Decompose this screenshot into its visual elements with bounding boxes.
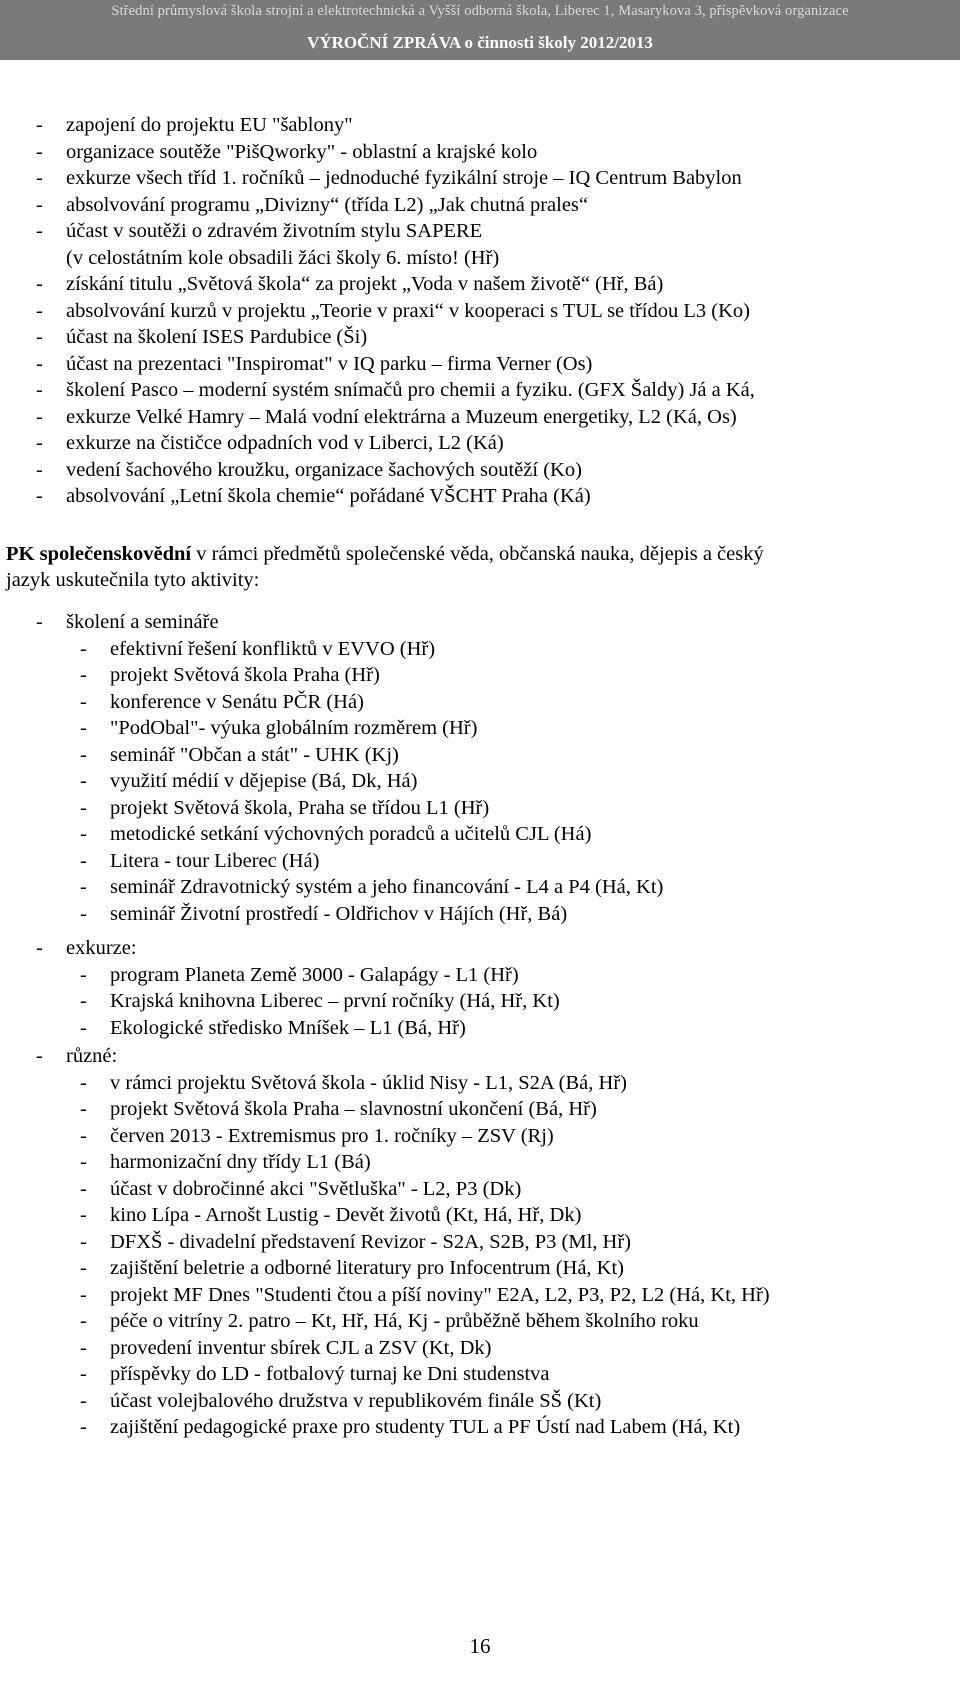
list-item-text: Litera - tour Liberec (Há) [110, 849, 320, 872]
list-dash: - [80, 1389, 87, 1412]
list-dash: - [36, 114, 43, 136]
list-item-text: účast na prezentaci "Inspiromat" v IQ parku – firma Verner (Os) [66, 352, 593, 375]
list-dash: - [80, 1071, 87, 1094]
sub-list-item [80, 1388, 601, 1414]
list-item-text: Krajská knihovna Liberec – první ročníky (Há, Hř, Kt) [110, 990, 560, 1012]
school-name: Střední průmyslová škola strojní a elektrotechnická a Vyšší odborná škola, Liberec 1, Masarykova 3, příspěvková organizace [111, 3, 849, 19]
list-dash: - [80, 1177, 87, 1200]
list-item [36, 139, 537, 165]
list-item-text: exkurze Velké Hamry – Malá vodní elektrárna a Muzeum energetiky, L2 (Ká, Os) [66, 405, 737, 428]
list-item-text: projekt Světová škola, Praha se třídou L1 (Hř) [110, 796, 490, 819]
section-title [36, 1043, 117, 1069]
list-item-text: DFXŠ - divadelní představení Revizor - S2A, S2B, P3 (Ml, Hř) [110, 1230, 631, 1253]
list-item-text: provedení inventur sbírek CJL a ZSV (Kt, Dk) [110, 1336, 492, 1359]
sub-list-item [80, 821, 591, 847]
list-item-text: "PodObal"- výuka globálním rozměrem (Hř) [110, 717, 478, 739]
list-dash: - [80, 849, 87, 872]
list-dash: - [36, 485, 43, 507]
list-item-text: účast volejbalového družstva v republikovém finále SŠ (Kt) [110, 1389, 602, 1412]
list-dash: - [80, 637, 87, 660]
sub-list-item [80, 689, 364, 715]
sub-list-item [80, 742, 399, 768]
list-dash: - [80, 770, 87, 792]
list-dash: - [80, 1336, 87, 1359]
sub-list-item [80, 1015, 466, 1041]
sub-list-item [80, 1255, 624, 1281]
sub-list-item [80, 1123, 554, 1149]
pk-text: v rámci předmětů společenské věda, občanská nauka, dějepis a český [191, 543, 764, 565]
list-item [36, 430, 504, 456]
list-dash: - [80, 1283, 87, 1306]
sub-list-item [80, 1096, 597, 1122]
list-dash: - [36, 352, 43, 375]
sub-list-item [80, 662, 380, 688]
list-dash: - [36, 193, 43, 216]
sub-list-item [80, 1070, 627, 1096]
list-item [36, 457, 582, 483]
list-item-text: seminář Životní prostředí - Oldřichov v Hájích (Hř, Bá) [110, 902, 568, 925]
list-item-text: účast v dobročinné akci "Světluška" - L2, P3 (Dk) [110, 1177, 522, 1200]
sub-list-item [80, 1361, 550, 1387]
list-dash: - [80, 823, 87, 845]
list-item-text: efektivní řešení konfliktů v EVVO (Hř) [110, 637, 436, 660]
list-dash: - [36, 167, 43, 189]
section-title [36, 935, 137, 961]
sub-list-item [80, 1282, 770, 1308]
list-dash: - [80, 1124, 87, 1147]
list-item [36, 483, 591, 509]
list-item-text: školení a semináře [66, 611, 219, 633]
list-dash: - [80, 1151, 87, 1173]
list-item [36, 271, 663, 297]
sub-list-item [80, 848, 319, 874]
list-dash: - [80, 717, 87, 739]
list-dash: - [80, 796, 87, 819]
list-dash: - [80, 743, 87, 766]
list-item-text: exkurze na čističce odpadních vod v Liberci, L2 (Ká) [66, 432, 504, 454]
list-item [36, 377, 755, 403]
list-item-text: péče o vitríny 2. patro – Kt, Hř, Há, Kj - průběžně během školního roku [110, 1310, 699, 1332]
list-item-continuation [66, 245, 499, 271]
list-item-text: projekt Světová škola Praha (Hř) [110, 664, 380, 686]
page-header [0, 0, 960, 60]
list-item-text: získání titulu „Světová škola“ za projekt „Voda v našem životě“ (Hř, Bá) [66, 273, 664, 295]
list-item-text: absolvování kurzů v projektu „Teorie v praxi“ v kooperaci s TUL se třídou L3 (Ko) [66, 299, 750, 322]
list-item-text: metodické setkání výchovných poradců a učitelů CJL (Há) [110, 823, 592, 845]
list-dash: - [80, 1204, 87, 1226]
list-dash: - [80, 664, 87, 686]
list-item-text: program Planeta Země 3000 - Galapágy - L1 (Hř) [110, 963, 519, 986]
list-item-text: (v celostátním kole obsadili žáci školy 6. místo! (Hř) [66, 246, 500, 269]
list-dash: - [80, 690, 87, 713]
list-item-text: absolvování „Letní škola chemie“ pořádané VŠCHT Praha (Ká) [66, 485, 591, 507]
list-item [36, 192, 588, 218]
list-dash: - [80, 1098, 87, 1120]
list-dash: - [80, 902, 87, 925]
list-item-text: v rámci projektu Světová škola - úklid Nisy - L1, S2A (Bá, Hř) [110, 1071, 627, 1094]
list-item [36, 404, 737, 430]
list-dash: - [36, 937, 43, 959]
sub-list-item [80, 715, 477, 741]
page-number: 16 [469, 1634, 491, 1658]
list-dash: - [80, 990, 87, 1012]
list-item-text: vedení šachového kroužku, organizace šachových soutěží (Ko) [66, 458, 582, 481]
list-item-text: různé: [66, 1045, 118, 1067]
sub-list-item [80, 1335, 491, 1361]
list-item-text: exkurze: [66, 937, 137, 959]
list-dash: - [36, 458, 43, 481]
list-item [36, 351, 592, 377]
list-item-text: příspěvky do LD - fotbalový turnaj ke Dni studenstva [110, 1363, 550, 1385]
sub-list-item [80, 1229, 631, 1255]
list-item-text: kino Lípa - Arnošt Lustig - Devět životů (Kt, Há, Hř, Dk) [110, 1204, 582, 1226]
list-dash: - [36, 405, 43, 428]
sub-list-item [80, 874, 663, 900]
list-item-text: červen 2013 - Extremismus pro 1. ročníky – ZSV (Rj) [110, 1124, 554, 1147]
list-item [36, 218, 482, 244]
list-dash: - [80, 963, 87, 986]
sub-list-item [80, 988, 560, 1014]
list-item-text: absolvování programu „Divizny“ (třída L2) „Jak chutná prales“ [66, 193, 588, 216]
pk-paragraph [6, 541, 764, 567]
list-item-text: účast v soutěži o zdravém životním stylu SAPERE [66, 220, 483, 242]
list-item-text: seminář Zdravotnický systém a jeho financování - L4 a P4 (Há, Kt) [110, 876, 664, 898]
list-dash: - [80, 1310, 87, 1332]
pk-heading: PK společenskovědní [6, 543, 192, 565]
list-item-text: exkurze všech tříd 1. ročníků – jednoduché fyzikální stroje – IQ Centrum Babylon [66, 167, 742, 189]
sub-list-item [80, 1149, 371, 1175]
list-dash: - [36, 273, 43, 295]
list-dash: - [36, 432, 43, 454]
list-item-text: seminář "Občan a stát" - UHK (Kj) [110, 743, 399, 766]
sub-list-item [80, 901, 567, 927]
sub-list-item [80, 1176, 521, 1202]
list-dash: - [36, 220, 43, 242]
sub-list-item [80, 1414, 740, 1440]
list-item [36, 112, 353, 138]
list-dash: - [36, 379, 43, 401]
list-item-text: využití médií v dějepise (Bá, Dk, Há) [110, 770, 418, 792]
list-dash: - [36, 140, 43, 163]
sub-list-item [80, 795, 489, 821]
list-item-text: organizace soutěže "PišQworky" - oblastní a krajské kolo [66, 140, 538, 163]
list-dash: - [80, 1257, 87, 1279]
list-item-text: projekt Světová škola Praha – slavnostní ukončení (Bá, Hř) [110, 1098, 597, 1120]
list-dash: - [36, 1045, 43, 1067]
list-dash: - [80, 876, 87, 898]
list-item-text: konference v Senátu PČR (Há) [110, 690, 364, 713]
section-title [36, 609, 219, 635]
sub-list-item [80, 768, 417, 794]
report-title: VÝROČNÍ ZPRÁVA o činnosti školy 2012/2013 [307, 33, 653, 52]
list-item-text: harmonizační dny třídy L1 (Bá) [110, 1151, 371, 1173]
list-item-text: Ekologické středisko Mníšek – L1 (Bá, Hř) [110, 1016, 466, 1039]
sub-list-item [80, 962, 519, 988]
sub-list-item [80, 636, 435, 662]
list-dash: - [36, 326, 43, 348]
list-item-text: zajištění pedagogické praxe pro studenty TUL a PF Ústí nad Labem (Há, Kt) [110, 1416, 741, 1438]
list-dash: - [36, 611, 43, 633]
list-item [36, 298, 750, 324]
sub-list-item [80, 1308, 699, 1334]
list-item-text: zapojení do projektu EU "šablony" [66, 114, 353, 136]
list-dash: - [80, 1363, 87, 1385]
list-item-text: školení Pasco – moderní systém snímačů pro chemii a fyziku. (GFX Šaldy) Já a Ká, [66, 379, 755, 401]
list-dash: - [80, 1416, 87, 1438]
pk-paragraph-line2: jazyk uskutečnila tyto aktivity: [6, 569, 260, 591]
list-dash: - [80, 1230, 87, 1253]
list-item-text: projekt MF Dnes "Studenti čtou a píší noviny" E2A, L2, P3, P2, L2 (Há, Kt, Hř) [110, 1283, 770, 1306]
list-item [36, 324, 367, 350]
list-item [36, 165, 742, 191]
list-dash: - [36, 299, 43, 322]
list-dash: - [80, 1016, 87, 1039]
sub-list-item [80, 1202, 581, 1228]
list-item-text: účast na školení ISES Pardubice (Ši) [66, 326, 368, 348]
list-item-text: zajištění beletrie a odborné literatury pro Infocentrum (Há, Kt) [110, 1257, 625, 1279]
